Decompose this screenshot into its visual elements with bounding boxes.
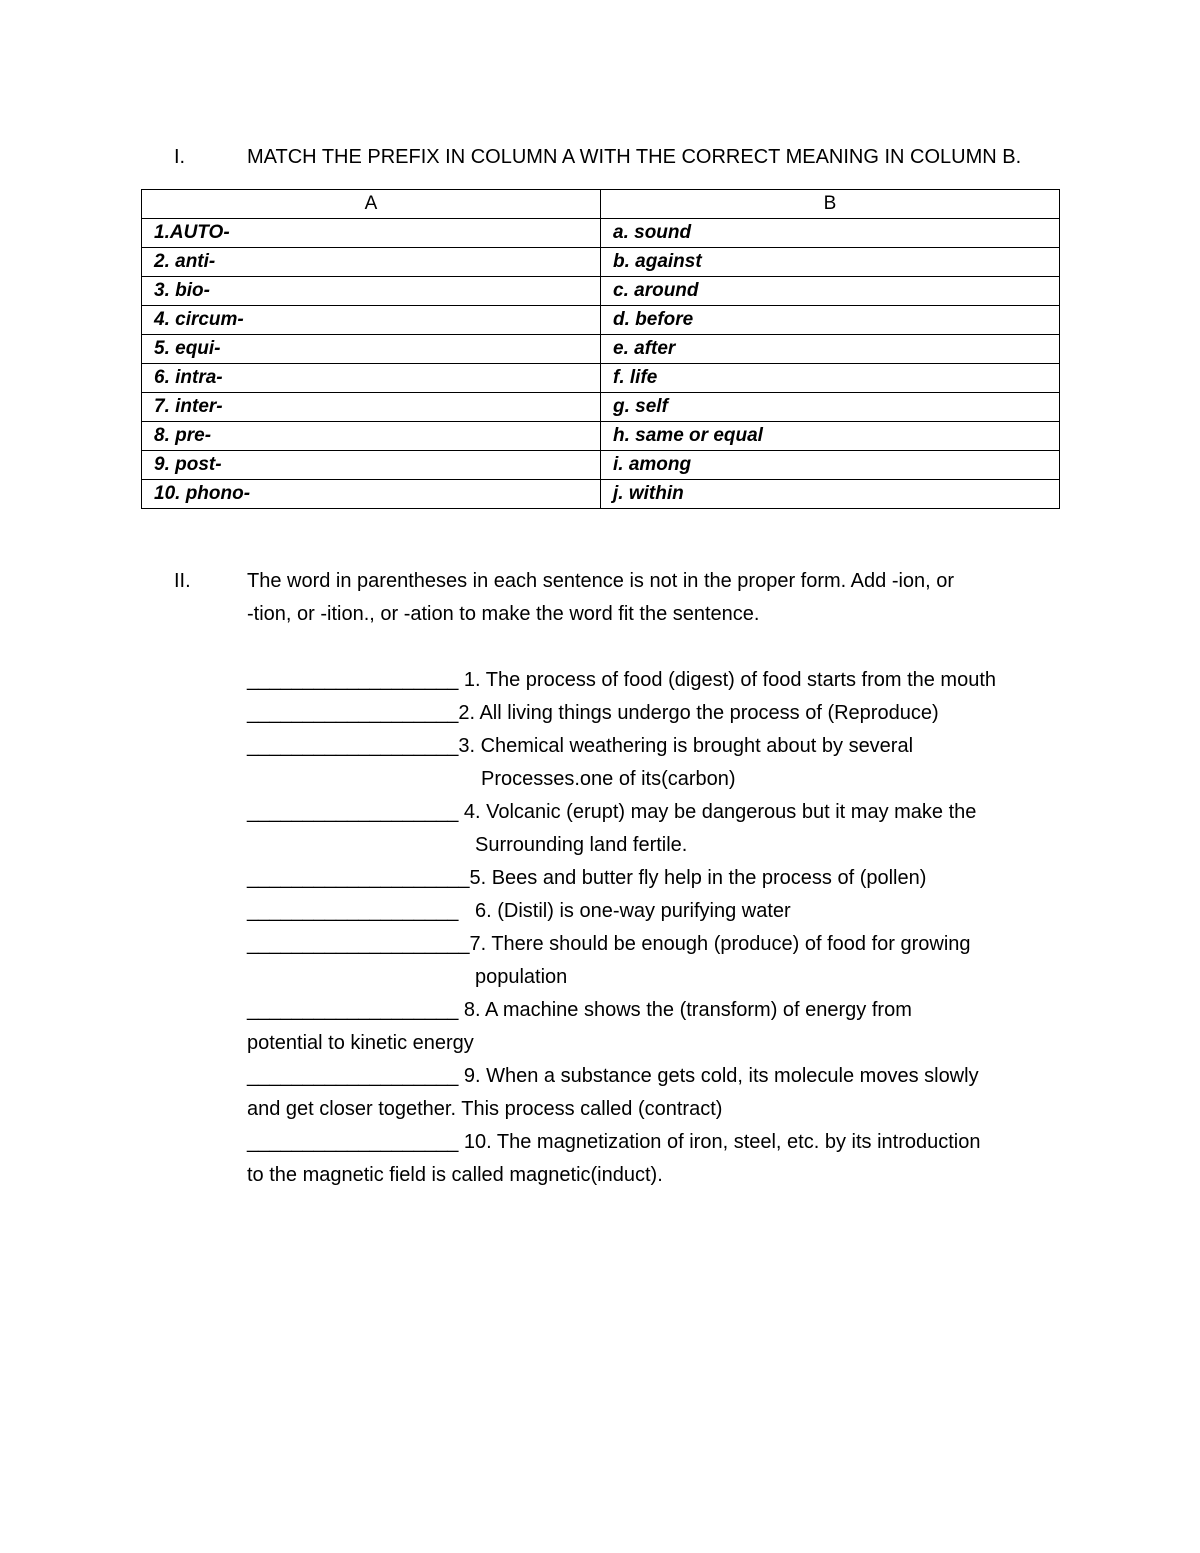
meaning-cell: c. around xyxy=(601,277,1060,306)
column-a-header: A xyxy=(142,190,601,219)
table-row xyxy=(142,393,1060,422)
exercise-line: ___________________ 8. A machine shows the (transform) of energy from xyxy=(247,999,912,1021)
section-2-instruction-line-1: The word in parentheses in each sentence is not in the proper form. Add -ion, or xyxy=(247,570,955,592)
section-1-title: MATCH THE PREFIX IN COLUMN A WITH THE CORRECT MEANING IN COLUMN B. xyxy=(247,146,1022,168)
exercise-continuation: and get closer together. This process called (contract) xyxy=(247,1098,723,1120)
exercise-line: ___________________ 6. (Distil) is one-way purifying water xyxy=(247,900,791,922)
meaning-cell: j. within xyxy=(601,480,1060,509)
prefix-cell: 2. anti- xyxy=(142,248,601,277)
exercise-line: ___________________ 4. Volcanic (erupt) may be dangerous but it may make the xyxy=(247,801,977,823)
exercise-line: ___________________3. Chemical weathering is brought about by several xyxy=(247,735,914,757)
table-row xyxy=(142,451,1060,480)
table-row xyxy=(142,248,1060,277)
meaning-cell: a. sound xyxy=(601,219,1060,248)
table-row xyxy=(142,335,1060,364)
meaning-cell: d. before xyxy=(601,306,1060,335)
section-2-instruction-line-2: -tion, or -ition., or -ation to make the word fit the sentence. xyxy=(247,603,760,625)
prefix-cell: 10. phono- xyxy=(142,480,601,509)
prefix-cell: 3. bio- xyxy=(142,277,601,306)
prefix-cell: 5. equi- xyxy=(142,335,601,364)
exercise-continuation: Processes.one of its(carbon) xyxy=(481,768,736,790)
meaning-cell: h. same or equal xyxy=(601,422,1060,451)
exercise-continuation: population xyxy=(475,966,568,988)
meaning-cell: b. against xyxy=(601,248,1060,277)
exercise-continuation: Surrounding land fertile. xyxy=(475,834,688,856)
table-header-row xyxy=(142,190,1060,219)
section-1-number: I. xyxy=(174,146,186,168)
exercise-line: ____________________5. Bees and butter fly help in the process of (pollen) xyxy=(247,867,927,889)
table-row xyxy=(142,277,1060,306)
exercise-line: ___________________ 10. The magnetization of iron, steel, etc. by its introduction xyxy=(247,1131,981,1153)
prefix-cell: 1.AUTO- xyxy=(142,219,601,248)
section-2-number: II. xyxy=(174,570,191,592)
meaning-cell: e. after xyxy=(601,335,1060,364)
column-b-header: B xyxy=(601,190,1060,219)
prefix-cell: 6. intra- xyxy=(142,364,601,393)
table-row xyxy=(142,219,1060,248)
table-row xyxy=(142,422,1060,451)
exercise-line: ___________________2. All living things undergo the process of (Reproduce) xyxy=(247,702,939,724)
prefix-cell: 9. post- xyxy=(142,451,601,480)
table-row xyxy=(142,480,1060,509)
prefix-matching-table xyxy=(141,189,1060,509)
exercise-continuation: to the magnetic field is called magnetic(induct). xyxy=(247,1164,663,1186)
exercise-line: ___________________ 9. When a substance gets cold, its molecule moves slowly xyxy=(247,1065,979,1087)
meaning-cell: g. self xyxy=(601,393,1060,422)
exercise-line: ___________________ 1. The process of food (digest) of food starts from the mouth xyxy=(247,669,997,691)
meaning-cell: f. life xyxy=(601,364,1060,393)
prefix-cell: 7. inter- xyxy=(142,393,601,422)
prefix-cell: 4. circum- xyxy=(142,306,601,335)
meaning-cell: i. among xyxy=(601,451,1060,480)
exercise-line: ____________________7. There should be enough (produce) of food for growing xyxy=(247,933,971,955)
table-row xyxy=(142,364,1060,393)
table-row xyxy=(142,306,1060,335)
prefix-cell: 8. pre- xyxy=(142,422,601,451)
exercise-continuation: potential to kinetic energy xyxy=(247,1032,474,1054)
